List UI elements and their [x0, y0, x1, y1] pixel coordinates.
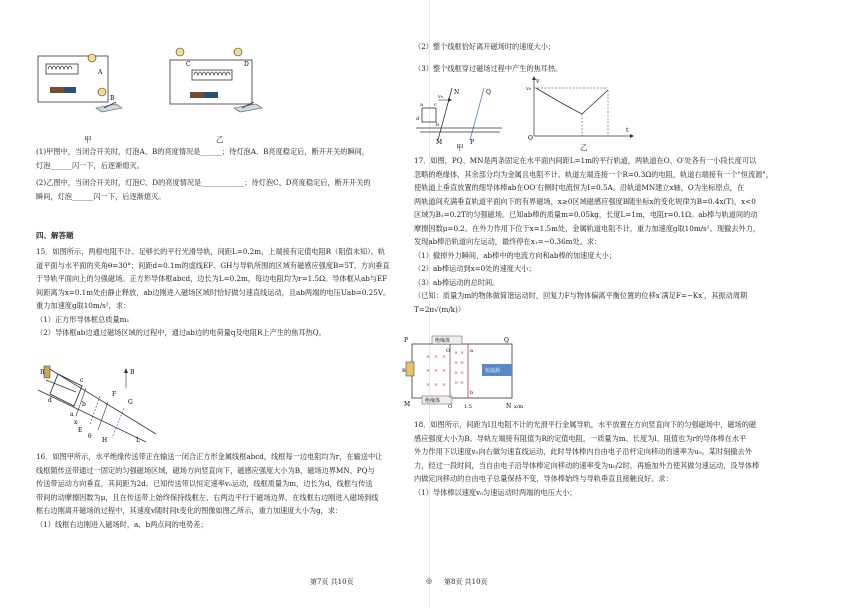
- label-P: P: [470, 139, 475, 146]
- label-x: x: [74, 419, 78, 426]
- label-c: c: [80, 377, 84, 384]
- label-R: R: [402, 368, 406, 374]
- q15-sub2: （2）导体框ab边通过磁场区域的过程中，通过ab边的电荷量q及电阻R上产生的焦耳热Q。: [36, 328, 326, 337]
- question-14-text: [36, 145, 411, 203]
- circuit-figure-yi: [160, 42, 280, 122]
- q17-line: 区域为B₁=0.2T的匀强磁场。已知ab棒的质量m=0.05kg，长度L=1m，电阻r=0.1Ω。ab棒与轨道间的动: [414, 210, 758, 219]
- q18-line: 外力作用下以速度v₀向右做匀速直线运动，此时导体棒内自由电子沿杆定向移动的速率为u₀。某时刻撤去外: [414, 447, 752, 456]
- svg-text:×: ×: [454, 370, 459, 376]
- fig-caption-yi: 乙: [216, 135, 224, 144]
- label-d: d: [48, 397, 52, 404]
- lamp-label-a: A: [98, 69, 103, 76]
- label-tick-1-5: 1.5: [464, 404, 472, 410]
- q15-line: 间距离为x=0.1m处由静止释放，ab边刚进入磁场区域时恰好做匀速直线运动，且ab两端的电压Uab=0.25V。: [36, 287, 391, 297]
- lamp-label-d: D: [244, 61, 249, 68]
- right-page: [402, 0, 860, 608]
- label-H: H: [102, 437, 108, 444]
- fig-caption-jia: 甲: [84, 135, 92, 144]
- rail-figure: [402, 328, 532, 410]
- vt-graph-yi: [526, 76, 636, 140]
- q18-line: 内做定向移动的自由电子总量保持不变，导体棒始终与导轨垂直且接触良好。求：: [414, 474, 673, 483]
- q17-line: 摩擦因数μ=0.2。在外力作用下位于x=1.5m处，金属轨道电阻不计，重力加速度g取10m/s²。现撤去外力，: [414, 223, 760, 233]
- label-source: 恒流源: [485, 368, 501, 374]
- svg-text:×: ×: [434, 354, 439, 360]
- svg-text:×: ×: [454, 350, 459, 356]
- q17-sub3: （3）ab棒运动的总时间。: [414, 277, 500, 287]
- label-t: t: [626, 127, 629, 134]
- q16-line: 传送带运动方向垂直，其间距为2d。已知传送带以恒定速率v₀运动，线框质量为m，边长为d，线框与传送: [36, 479, 373, 488]
- label-M: M: [436, 139, 443, 146]
- q17-sub1: （1）撤掉外力瞬间，ab棒中的电流方向和ab棒的加速度大小；: [414, 250, 617, 260]
- question-15-text: [36, 245, 416, 340]
- q17-line: 17．如图，PQ、MN是两条固定在水平面内间距L=1m的平行轨道，两轨道在O、O′处各有一小段长度可以: [414, 156, 757, 165]
- center-mark: ◎: [426, 577, 433, 585]
- q14-part2-line2: 瞬间，灯泡______闪一下，后逐渐熄灭。: [36, 191, 166, 201]
- label-G: G: [128, 399, 133, 406]
- label-insulator-top: 绝缘体: [435, 338, 451, 344]
- svg-text:×: ×: [426, 354, 431, 360]
- label-v: v: [536, 78, 540, 85]
- q16-line: 16．如图甲所示，水平绝缘传送带正在输送一闭合正方形金属线框abcd，线框每一边电阻均为r，在输送中让: [36, 452, 383, 461]
- section-title: 四、解答题: [36, 231, 74, 240]
- label-P: P: [404, 337, 409, 344]
- svg-text:×: ×: [460, 360, 465, 366]
- label-E: E: [78, 427, 83, 434]
- label-theta: θ: [88, 433, 92, 440]
- svg-text:×: ×: [426, 368, 431, 374]
- label-b: b: [82, 401, 86, 408]
- q15-line: 于导轨平面向上的匀强磁场。正方形导体框abcd，边长为L=0.2m，每边电阻均为r=1.5Ω。导体框从ab与EF: [36, 274, 388, 283]
- label-R: R: [40, 369, 45, 376]
- svg-text:×: ×: [460, 350, 465, 356]
- page-footer-right: 第8页 共10页: [444, 578, 488, 586]
- q16-sub3: （3）整个线框穿过磁场过程中产生的焦耳热。: [414, 63, 563, 73]
- svg-text:×: ×: [460, 380, 465, 386]
- label-b: b: [436, 122, 440, 128]
- label-M: M: [404, 401, 411, 408]
- q18-line: 力，经过一段时间，当自由电子沿导体棒定向移动的速率变为u₀/2时，再施加外力使其做匀速运动，设导体棒: [414, 460, 760, 470]
- label-c: c: [434, 102, 437, 108]
- fig-caption-yi-right: 乙: [580, 143, 588, 152]
- label-B: B: [130, 369, 135, 376]
- q17-line: 使轨道上垂直放置的细导体棒ab在OO′右侧时电流恒为I=0.5A。沿轨道MN建立x轴，O为坐标原点，在: [414, 183, 745, 192]
- label-O: O: [448, 404, 453, 410]
- label-v0: v₀: [438, 94, 443, 100]
- page-footer-left: 第7页 共10页: [310, 578, 354, 586]
- label-b: b: [470, 390, 474, 396]
- q16-line: 带间的动摩擦因数为μ，且在传送带上始终保持线框左、右两边平行于磁场边界，在线框右边刚进入磁场到线: [36, 492, 379, 502]
- lamp-label-c: C: [186, 61, 191, 68]
- label-Q: Q: [486, 89, 491, 96]
- label-a: a: [70, 411, 74, 418]
- svg-text:×: ×: [460, 370, 465, 376]
- svg-text:×: ×: [454, 360, 459, 366]
- label-O-prime: O′: [446, 348, 452, 354]
- label-L: L: [136, 437, 140, 444]
- question-18-text: [414, 418, 826, 499]
- svg-text:×: ×: [442, 354, 447, 360]
- q16-line: 框右边刚离开磁场的过程中，其速度v随时间t变化的图像如图乙所示，重力加速度大小为g，求：: [36, 506, 343, 515]
- q17-note-line2: T=2π√(m/k)）: [414, 304, 466, 314]
- label-O: O: [528, 135, 533, 140]
- fig-caption-jia-right: 甲: [456, 143, 464, 152]
- label-N: N: [454, 89, 460, 96]
- label-d: d: [416, 116, 420, 122]
- label-v0-axis: v₀: [526, 86, 531, 92]
- q15-line: 道平面与水平面的夹角θ=30°；间距d=0.1m的虚线EF、GH与导轨所围的区域有磁感应强度B=5T、方向垂直: [36, 260, 390, 270]
- svg-text:×: ×: [454, 380, 459, 386]
- q18-line: 感应强度大小为B。导轨左端接有阻值为R的定值电阻，一质量为m、长度为l、阻值也为r的导体棒在水平: [414, 433, 747, 443]
- q16-continued: [414, 40, 814, 75]
- svg-text:×: ×: [434, 368, 439, 374]
- label-insulator-bottom: 绝缘体: [425, 398, 441, 404]
- q14-part1-line2: 灯泡______闪一下，后逐渐熄灭。: [36, 160, 144, 170]
- label-a: a: [420, 102, 423, 108]
- q15-line: 重力加速度g取10m/s²，求：: [36, 301, 131, 310]
- svg-text:×: ×: [442, 368, 447, 374]
- label-axis: x/m: [514, 404, 524, 410]
- q15-line: 15．如图所示，两根电阻不计、足够长的平行光滑导轨，间距L=0.2m，上端接有定值电阻R（阻值未知），轨: [36, 247, 386, 256]
- lamp-label-b: B: [110, 95, 115, 102]
- circuit-figure-jia: [30, 44, 140, 120]
- q17-line: 发现ab棒沿轨道向左运动，最终停在x₁=−0.36m处。求：: [414, 237, 602, 246]
- q14-part1-line1: (1)甲图中，当闭合开关时，灯泡A、B的亮度情况是______；待灯泡A、B亮度稳定后，断开开关的瞬间，: [36, 147, 370, 156]
- label-a: a: [470, 348, 473, 354]
- q16-sub2: （2）整个线框恰好离开磁场时的速度大小；: [414, 42, 556, 51]
- svg-text:×: ×: [426, 382, 431, 388]
- q14-part2-line1: (2)乙图中，当闭合开关时，灯泡C、D的亮度情况是____________；待灯泡C、D亮度稳定后，断开开关的: [36, 178, 371, 187]
- q15-sub1: （1）正方形导体框总质量m₁: [36, 314, 130, 324]
- label-N: N: [506, 403, 512, 410]
- svg-text:×: ×: [442, 382, 447, 388]
- q18-line: 18．如图所示，间距为l且电阻不计的光滑平行金属导轨，水平放置在方向竖直向下的匀强磁场中，磁场的磁: [414, 420, 757, 429]
- belt-figure-jia: [414, 84, 504, 146]
- label-Q: Q: [504, 337, 509, 344]
- q17-line: 两轨道间充满垂直轨道平面向下的有界磁场，x≥0区域磁感应强度B随坐标x的变化规律为B=0.4x(T)，x<0: [414, 196, 756, 206]
- q17-note-line1: （已知：质量为m的物体做简谐运动时，回复力F与物体偏离平衡位置的位移x′满足F=−Kx′，其振动周期: [414, 291, 748, 300]
- incline-figure: [36, 362, 166, 444]
- q16-line: 线框随传送带通过一固定的匀强磁场区域，磁场方向竖直向下，磁感应强度大小为B，磁场边界MN、PQ与: [36, 465, 375, 475]
- question-17-text: [414, 154, 826, 316]
- svg-text:×: ×: [434, 382, 439, 388]
- label-F: F: [112, 391, 117, 398]
- q16-sub1: （1）线框右边刚进入磁场时，a、b两点间的电势差；: [36, 519, 208, 529]
- q18-sub1: （1）导体棒以速度v₀匀速运动时两端的电压大小；: [414, 487, 577, 497]
- q17-sub2: （2）ab棒运动到x=0处的速度大小；: [414, 264, 536, 273]
- question-16-text: [36, 450, 416, 531]
- q17-line: 忽略的绝缘体，其余部分均为金属且电阻不计。轨道左端连接一个R=0.3Ω的电阻，轨道右端接有一个"恒流源"，: [414, 169, 773, 179]
